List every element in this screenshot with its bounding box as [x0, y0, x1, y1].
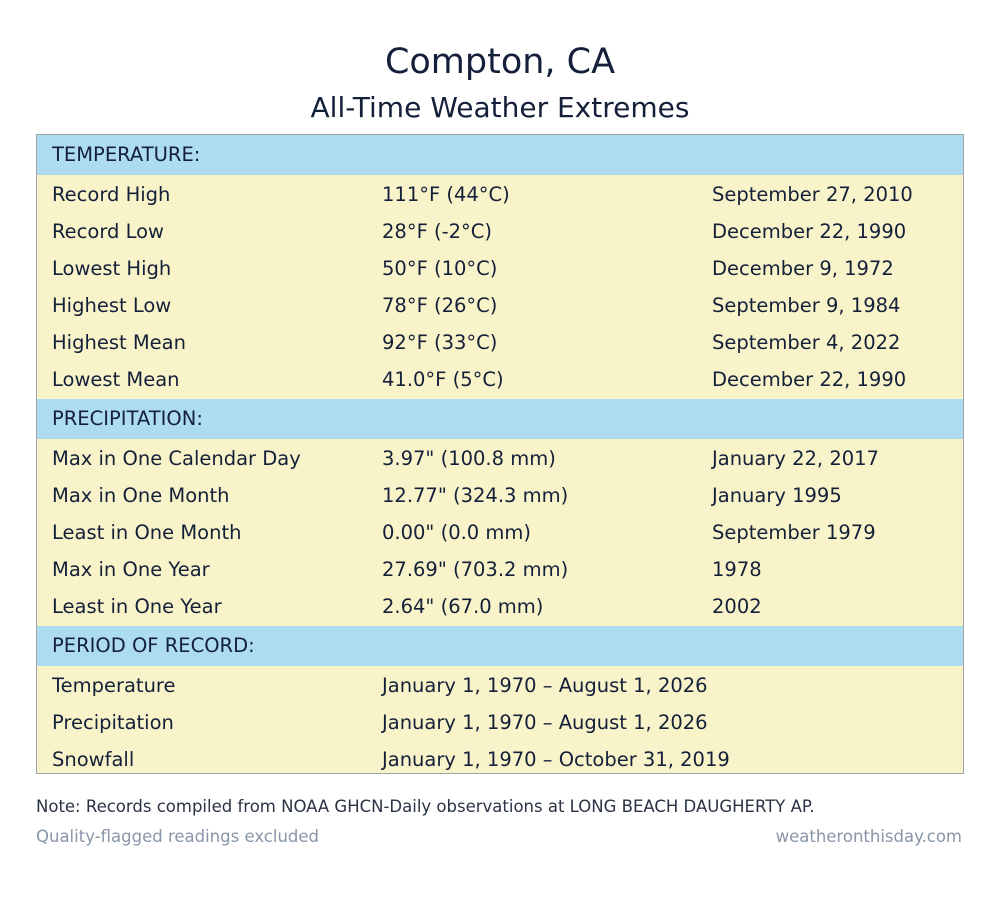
row-value: 0.00" (0.0 mm)	[382, 521, 532, 544]
row-value: January 1, 1970 – August 1, 2026	[382, 674, 708, 697]
row-label: Lowest High	[52, 257, 172, 280]
row-value: 50°F (10°C)	[382, 257, 498, 280]
table-row	[37, 551, 963, 588]
table-row	[37, 667, 963, 704]
row-label: Highest Mean	[52, 331, 186, 354]
source-note: Note: Records compiled from NOAA GHCN-Daily observations at LONG BEACH DAUGHERTY AP.	[36, 797, 815, 816]
row-label: Least in One Month	[52, 521, 242, 544]
row-label: Snowfall	[52, 748, 135, 771]
table-row	[37, 176, 963, 213]
table-row	[37, 741, 963, 778]
section-header-period-of-record: PERIOD OF RECORD:	[37, 626, 963, 666]
row-date: September 4, 2022	[712, 331, 901, 354]
row-value: 111°F (44°C)	[382, 183, 510, 206]
row-value: 2.64" (67.0 mm)	[382, 595, 544, 618]
row-value: 28°F (-2°C)	[382, 220, 493, 243]
table-row	[37, 287, 963, 324]
row-value: 3.97" (100.8 mm)	[382, 447, 556, 470]
row-date: January 22, 2017	[712, 447, 879, 470]
temperature-rows	[37, 175, 963, 399]
row-value: 41.0°F (5°C)	[382, 368, 504, 391]
row-date: 2002	[712, 595, 762, 618]
row-label: Record Low	[52, 220, 164, 243]
table-row	[37, 361, 963, 398]
row-value: 27.69" (703.2 mm)	[382, 558, 569, 581]
row-label: Lowest Mean	[52, 368, 180, 391]
row-value: January 1, 1970 – October 31, 2019	[382, 748, 730, 771]
row-label: Max in One Month	[52, 484, 230, 507]
row-date: 1978	[712, 558, 762, 581]
row-label: Least in One Year	[52, 595, 222, 618]
footer-disclaimer: Quality-flagged readings excluded	[36, 827, 320, 846]
row-label: Highest Low	[52, 294, 172, 317]
row-value: 92°F (33°C)	[382, 331, 498, 354]
table-row	[37, 704, 963, 741]
period-rows	[37, 666, 963, 779]
table-row	[37, 440, 963, 477]
section-header-precipitation: PRECIPITATION:	[37, 399, 963, 439]
row-value: 78°F (26°C)	[382, 294, 498, 317]
row-label: Temperature	[52, 674, 176, 697]
table-row	[37, 324, 963, 361]
row-label: Record High	[52, 183, 171, 206]
row-value: 12.77" (324.3 mm)	[382, 484, 569, 507]
row-value: January 1, 1970 – August 1, 2026	[382, 711, 708, 734]
page-subtitle: All-Time Weather Extremes	[310, 91, 690, 124]
table-row	[37, 213, 963, 250]
precipitation-rows	[37, 439, 963, 626]
row-date: September 1979	[712, 521, 876, 544]
row-label: Max in One Year	[52, 558, 210, 581]
row-date: September 9, 1984	[712, 294, 901, 317]
footer-site-credit: weatheronthisday.com	[775, 827, 962, 846]
extremes-table	[36, 134, 964, 774]
row-label: Precipitation	[52, 711, 174, 734]
section-header-temperature: TEMPERATURE:	[37, 135, 963, 175]
row-date: December 9, 1972	[712, 257, 894, 280]
row-label: Max in One Calendar Day	[52, 447, 301, 470]
table-row	[37, 588, 963, 625]
row-date: December 22, 1990	[712, 220, 907, 243]
row-date: December 22, 1990	[712, 368, 907, 391]
table-row	[37, 477, 963, 514]
table-row	[37, 514, 963, 551]
page-title: Compton, CA	[384, 42, 616, 82]
table-row	[37, 250, 963, 287]
row-date: January 1995	[712, 484, 842, 507]
row-date: September 27, 2010	[712, 183, 913, 206]
